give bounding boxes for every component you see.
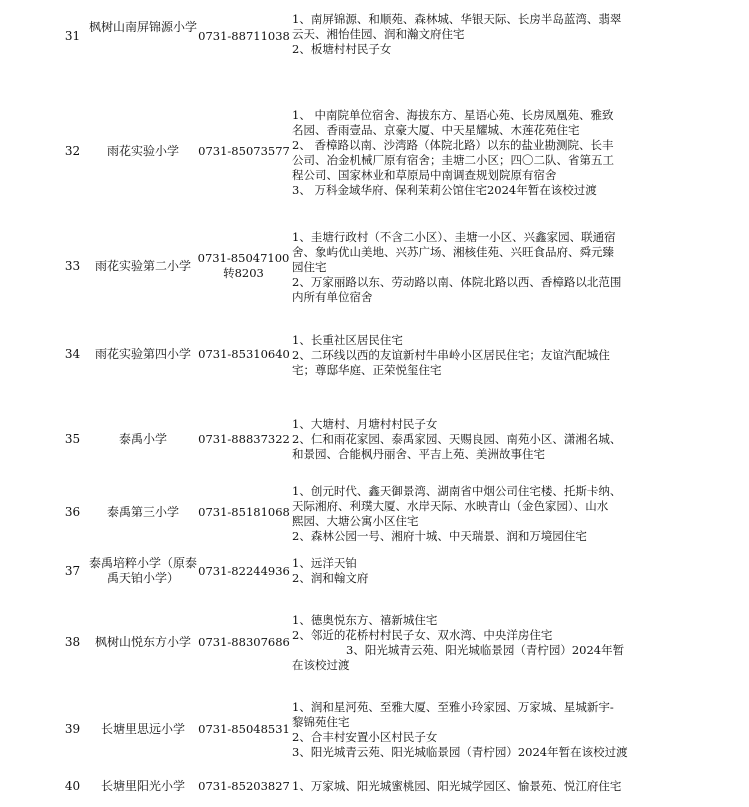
area-line: 1、大塘村、月塘村村民子女 <box>292 417 438 431</box>
area-line: 3、 万科金域华府、保利茉莉公馆住宅2024年暂在该校过渡 <box>292 183 597 197</box>
enrollment-area <box>292 230 657 305</box>
phone-number: 0731-82244936 <box>198 564 290 578</box>
area-line: 宅；尊邸华庭、正荣悦玺住宅 <box>292 363 442 377</box>
enrollment-area <box>292 556 657 586</box>
phone-number: 0731-88307686 <box>198 635 290 649</box>
row-number: 36 <box>64 505 81 519</box>
area-line: 1、南屏锦源、和顺苑、森林城、华银天际、长房半岛蓝湾、翡翠 <box>292 12 622 26</box>
phone-number: 0731-85047100转8203 <box>197 251 290 280</box>
school-name: 枫树山南屏锦源小学 <box>88 20 197 34</box>
school-name: 长塘里阳光小学 <box>100 779 185 793</box>
school-name: 长塘里思远小学 <box>100 722 185 736</box>
area-line: 2、板塘村村民子女 <box>292 42 392 56</box>
area-line: 3、阳光城青云苑、阳光城临景园（青柠园）2024年暂 <box>346 643 625 657</box>
area-line: 3、阳光城青云苑、阳光城临景园（青柠园）2024年暂在该校过渡 <box>292 745 628 759</box>
area-line: 舍、象屿优山美地、兴苏广场、湘核佳苑、兴旺食品府、舜元臻 <box>292 245 614 259</box>
row-number: 35 <box>64 432 81 446</box>
row-number: 39 <box>64 722 81 736</box>
row-number: 31 <box>64 29 81 43</box>
area-line: 熙园、大塘公寓小区住宅 <box>292 514 419 528</box>
row-number: 38 <box>64 635 81 649</box>
area-line: 2、润和翰文府 <box>292 571 369 585</box>
area-line: 1、 中南院单位宿舍、海拔东方、星语心苑、长房凤凰苑、雅致 <box>292 108 614 122</box>
phone-number: 0731-88837322 <box>198 432 290 446</box>
area-line: 1、润和星河苑、至雅大厦、至雅小玲家园、万家城、星城新宇- <box>292 700 614 714</box>
area-line: 和景园、合能枫丹丽舍、平吉上苑、美洲故事住宅 <box>292 447 545 461</box>
school-name: 泰禹第三小学 <box>106 505 179 519</box>
area-line: 2、邻近的花桥村村民子女、双水湾、中央洋房住宅 <box>292 628 553 642</box>
school-name: 雨花实验小学 <box>106 144 179 158</box>
area-line: 公司、冶金机械厂原有宿舍；圭塘二小区；四〇二队、省第五工 <box>292 153 614 167</box>
school-name: 枫树山悦东方小学 <box>94 635 191 649</box>
area-line: 2、合丰村安置小区村民子女 <box>292 730 438 744</box>
enrollment-area <box>292 700 657 760</box>
area-line: 1、创元时代、鑫天御景湾、湖南省中烟公司住宅楼、托斯卡纳、 <box>292 484 622 498</box>
row-number: 37 <box>64 564 81 578</box>
phone-number: 0731-85203827 <box>198 779 290 793</box>
school-name: 雨花实验第四小学 <box>94 347 191 361</box>
enrollment-area <box>292 108 657 198</box>
area-line: 2、二环线以西的友谊新村牛串岭小区居民住宅；友谊汽配城住 <box>292 348 610 362</box>
phone-number: 0731-85073577 <box>198 144 290 158</box>
enrollment-area <box>292 333 657 378</box>
row-number: 33 <box>64 259 81 273</box>
area-line: 程公司、国家林业和草原局中南调查规划院原有宿舍 <box>292 168 557 182</box>
area-line: 内所有单位宿舍 <box>292 290 373 304</box>
area-line: 在该校过渡 <box>292 658 350 672</box>
area-line: 名园、香雨壹品、京豪大厦、中天星耀城、木莲花苑住宅 <box>292 123 580 137</box>
phone-number: 0731-85048531 <box>198 722 290 736</box>
enrollment-area <box>292 613 657 673</box>
phone-number: 0731-85181068 <box>198 505 290 519</box>
area-line: 云天、湘怡佳园、润和瀚文府住宅 <box>292 27 465 41</box>
area-line: 2、森林公园一号、湘府十城、中天瑞景、润和万境园住宅 <box>292 529 587 543</box>
area-line: 园住宅 <box>292 260 327 274</box>
school-name: 泰禹小学 <box>118 432 167 446</box>
area-line: 2、仁和雨花家园、泰禹家园、天赐良园、南苑小区、潇湘名城、 <box>292 432 622 446</box>
area-line: 2、 香樟路以南、沙湾路（体院北路）以东的盐业勘测院、长丰 <box>292 138 614 152</box>
enrollment-area <box>292 12 657 57</box>
row-number: 34 <box>64 347 81 361</box>
enrollment-area <box>292 779 657 794</box>
phone-number: 0731-88711038 <box>198 29 290 43</box>
school-name: 泰禹培粹小学（原泰禹天铂小学） <box>88 556 197 585</box>
phone-number: 0731-85310640 <box>198 347 290 361</box>
area-line: 黎锦苑住宅 <box>292 715 350 729</box>
area-line: 1、圭塘行政村（不含二小区）、圭塘一小区、兴鑫家园、联通宿 <box>292 230 616 244</box>
row-number: 32 <box>64 144 81 158</box>
area-line: 2、万家丽路以东、劳动路以南、体院北路以西、香樟路以北范围 <box>292 275 622 289</box>
area-line: 1、德奥悦东方、禧新城住宅 <box>292 613 438 627</box>
area-line: 1、万家城、阳光城蜜桃园、阳光城学园区、愉景苑、悦江府住宅 <box>292 779 622 793</box>
school-name: 雨花实验第二小学 <box>94 259 191 273</box>
area-line: 1、长重社区居民住宅 <box>292 333 403 347</box>
area-line: 天际湘府、利璞大厦、水岸天际、水映青山（金色家园）、山水 <box>292 499 609 513</box>
row-number: 40 <box>64 779 81 793</box>
enrollment-area <box>292 484 657 544</box>
area-line: 1、远洋天铂 <box>292 556 357 570</box>
enrollment-area <box>292 417 657 462</box>
